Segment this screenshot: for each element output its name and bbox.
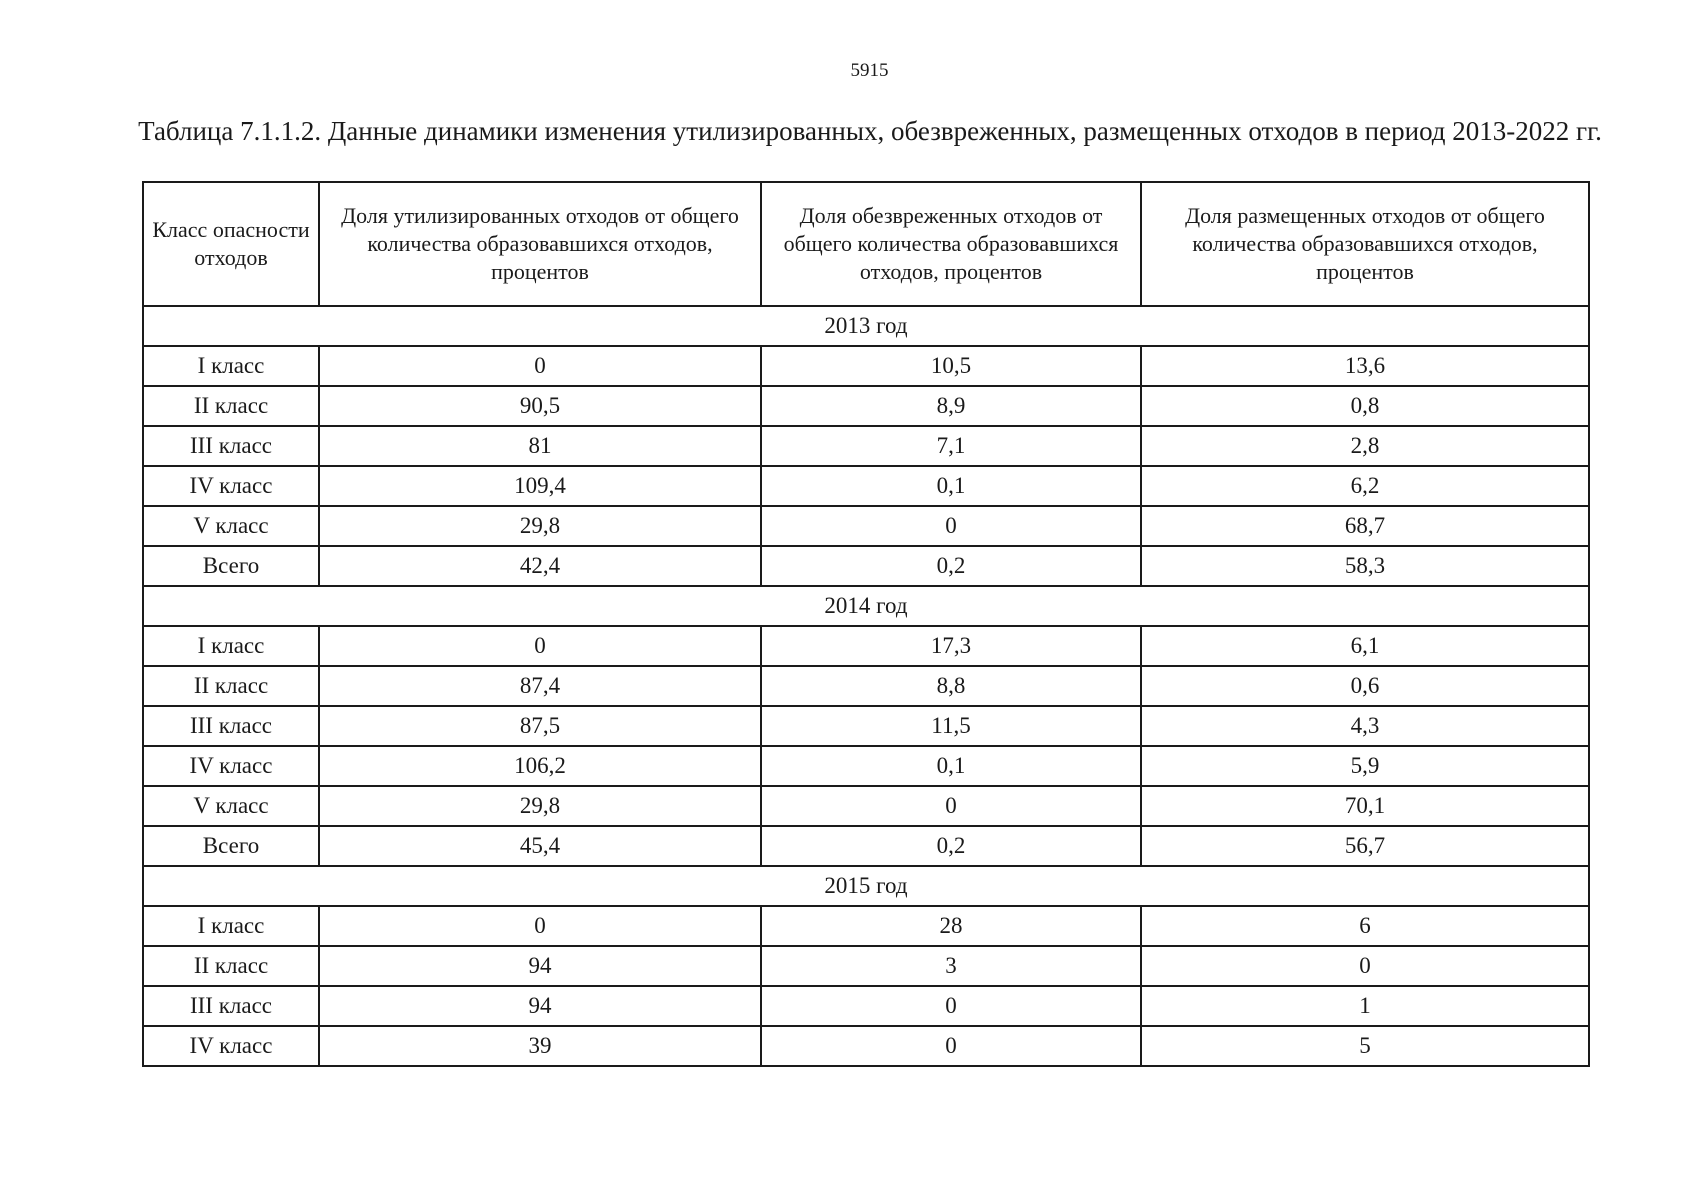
header-utilized-share: Доля утилизированных отходов от общего количества образовавшихся отходов, процентов (319, 182, 761, 306)
year-section-row (143, 586, 1589, 626)
table-row-total (143, 826, 1589, 866)
cell-class: I класс (143, 346, 319, 386)
cell-class: V класс (143, 786, 319, 826)
table-row (143, 1026, 1589, 1066)
cell-utilized: 109,4 (319, 466, 761, 506)
cell-class: V класс (143, 506, 319, 546)
table-row (143, 466, 1589, 506)
cell-utilized: 29,8 (319, 786, 761, 826)
cell-placed: 5,9 (1141, 746, 1589, 786)
header-neutralized-share: Доля обезвреженных отходов от общего количества образовавшихся отходов, процентов (761, 182, 1141, 306)
table-row (143, 986, 1589, 1026)
cell-class: III класс (143, 986, 319, 1026)
table-row (143, 506, 1589, 546)
cell-utilized: 94 (319, 946, 761, 986)
cell-neutralized: 8,8 (761, 666, 1141, 706)
cell-utilized: 94 (319, 986, 761, 1026)
cell-placed: 58,3 (1141, 546, 1589, 586)
cell-class: IV класс (143, 1026, 319, 1066)
cell-utilized: 81 (319, 426, 761, 466)
cell-placed: 5 (1141, 1026, 1589, 1066)
cell-utilized: 0 (319, 626, 761, 666)
cell-placed: 68,7 (1141, 506, 1589, 546)
cell-neutralized: 0 (761, 986, 1141, 1026)
cell-neutralized: 28 (761, 906, 1141, 946)
cell-neutralized: 0 (761, 506, 1141, 546)
table-row (143, 786, 1589, 826)
table-row (143, 346, 1589, 386)
table-row (143, 386, 1589, 426)
cell-neutralized: 8,9 (761, 386, 1141, 426)
cell-placed: 70,1 (1141, 786, 1589, 826)
cell-utilized: 0 (319, 346, 761, 386)
cell-placed: 6,2 (1141, 466, 1589, 506)
year-section-row (143, 306, 1589, 346)
cell-class: Всего (143, 546, 319, 586)
cell-placed: 6 (1141, 906, 1589, 946)
table-caption: Таблица 7.1.1.2. Данные динамики изменения утилизированных, обезвреженных, размещенных отходов в период 2013-2022 гг. (138, 116, 1602, 146)
cell-class: Всего (143, 826, 319, 866)
cell-class: I класс (143, 906, 319, 946)
cell-placed: 56,7 (1141, 826, 1589, 866)
cell-neutralized: 0,1 (761, 746, 1141, 786)
table-row (143, 706, 1589, 746)
header-placed-share: Доля размещенных отходов от общего количества образовавшихся отходов, процентов (1141, 182, 1589, 306)
cell-utilized: 42,4 (319, 546, 761, 586)
cell-placed: 2,8 (1141, 426, 1589, 466)
cell-neutralized: 0 (761, 1026, 1141, 1066)
cell-placed: 0,8 (1141, 386, 1589, 426)
year-label: 2014 год (143, 586, 1589, 626)
header-hazard-class: Класс опасности отходов (143, 182, 319, 306)
cell-class: IV класс (143, 746, 319, 786)
cell-utilized: 0 (319, 906, 761, 946)
cell-neutralized: 10,5 (761, 346, 1141, 386)
table-row-total (143, 546, 1589, 586)
cell-placed: 6,1 (1141, 626, 1589, 666)
cell-neutralized: 0,2 (761, 826, 1141, 866)
cell-class: III класс (143, 426, 319, 466)
cell-utilized: 87,4 (319, 666, 761, 706)
cell-class: III класс (143, 706, 319, 746)
cell-class: II класс (143, 666, 319, 706)
cell-neutralized: 17,3 (761, 626, 1141, 666)
cell-neutralized: 0,1 (761, 466, 1141, 506)
cell-placed: 1 (1141, 986, 1589, 1026)
cell-placed: 4,3 (1141, 706, 1589, 746)
table-row (143, 666, 1589, 706)
year-label: 2015 год (143, 866, 1589, 906)
cell-utilized: 106,2 (319, 746, 761, 786)
cell-utilized: 45,4 (319, 826, 761, 866)
cell-neutralized: 0 (761, 786, 1141, 826)
cell-class: II класс (143, 386, 319, 426)
cell-utilized: 29,8 (319, 506, 761, 546)
cell-neutralized: 7,1 (761, 426, 1141, 466)
cell-utilized: 87,5 (319, 706, 761, 746)
cell-class: II класс (143, 946, 319, 986)
cell-placed: 13,6 (1141, 346, 1589, 386)
header-row (143, 182, 1589, 306)
cell-placed: 0 (1141, 946, 1589, 986)
cell-class: I класс (143, 626, 319, 666)
table-row (143, 746, 1589, 786)
cell-utilized: 90,5 (319, 386, 761, 426)
cell-neutralized: 0,2 (761, 546, 1141, 586)
cell-neutralized: 3 (761, 946, 1141, 986)
cell-class: IV класс (143, 466, 319, 506)
cell-placed: 0,6 (1141, 666, 1589, 706)
table-row (143, 946, 1589, 986)
year-section-row (143, 866, 1589, 906)
cell-utilized: 39 (319, 1026, 761, 1066)
cell-neutralized: 11,5 (761, 706, 1141, 746)
table-row (143, 626, 1589, 666)
page-number: 5915 (850, 60, 889, 81)
table-row (143, 426, 1589, 466)
table-row (143, 906, 1589, 946)
year-label: 2013 год (143, 306, 1589, 346)
waste-dynamics-table (142, 181, 1590, 1067)
